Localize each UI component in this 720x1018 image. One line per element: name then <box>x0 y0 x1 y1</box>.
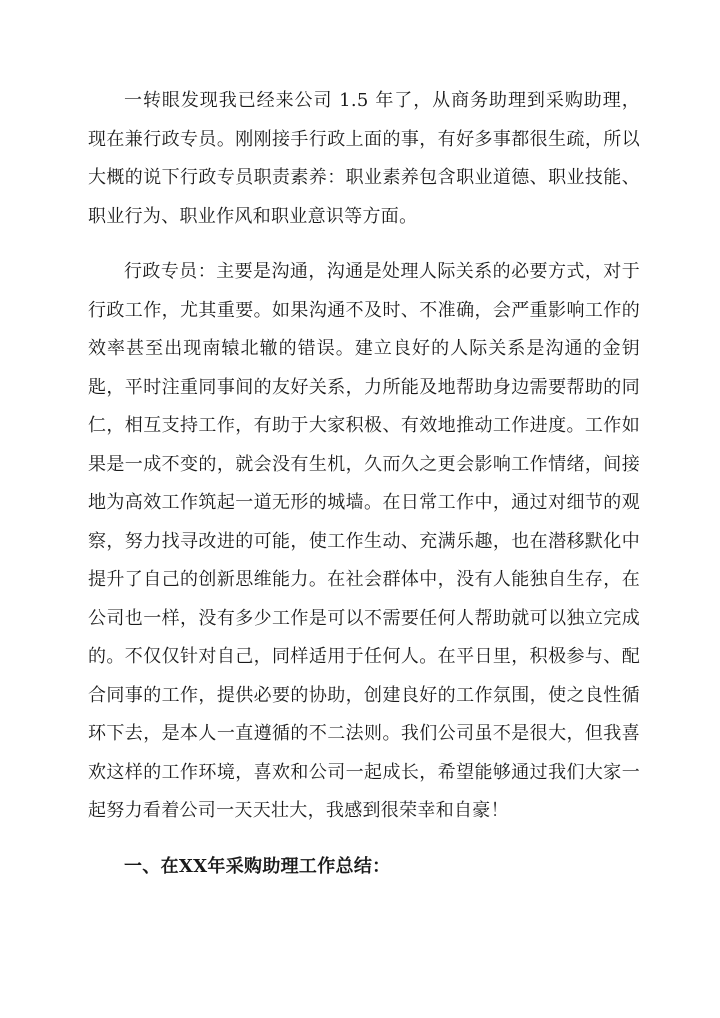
section-heading: 一、在XX年采购助理工作总结： <box>124 855 391 877</box>
paragraph-intro: 一转眼发现我已经来公司 1.5 年了，从商务助理到采购助理，现在兼行政专员。刚刚接手行政上面的事，有好多事都很生疏，所以大概的说下行政专员职责素养：职业素养包含职业道德、职业技能、职业行为、职业作风和职业意识等方面。 <box>88 90 640 227</box>
paragraph-admin-role: 行政专员：主要是沟通，沟通是处理人际关系的必要方式，对于行政工作，尤其重要。如果沟通不及时、不准确，会严重影响工作的效率甚至出现南辕北辙的错误。建立良好的人际关系是沟通的金钥匙，平时注重同事间的友好关系，力所能及地帮助身边需要帮助的同仁，相互支持工作，有助于大家积极、有效地推动工作进度。工作如果是一成不变的，就会没有生机，久而久之更会影响工作情绪，间接地为高效工作筑起一道无形的城墙。在日常工作中，通过对细节的观察，努力找寻改进的可能，使工作生动、充满乐趣，也在潜移默化中提升了自己的创新思维能力。在社会群体中，没有人能独自生存，在公司也一样，没有多少工作是可以不需要任何人帮助就可以独立完成的。不仅仅针对自己，同样适用于任何人。在平日里，积极参与、配合同事的工作，提供必要的协助，创建良好的工作氛围，使之良性循环下去，是本人一直遵循的不二法则。我们公司虽不是很大，但我喜欢这样的工作环境，喜欢和公司一起成长，希望能够通过我们大家一起努力看着公司一天天壮大，我感到很荣幸和自豪！ <box>88 261 640 821</box>
document-body <box>88 82 640 886</box>
